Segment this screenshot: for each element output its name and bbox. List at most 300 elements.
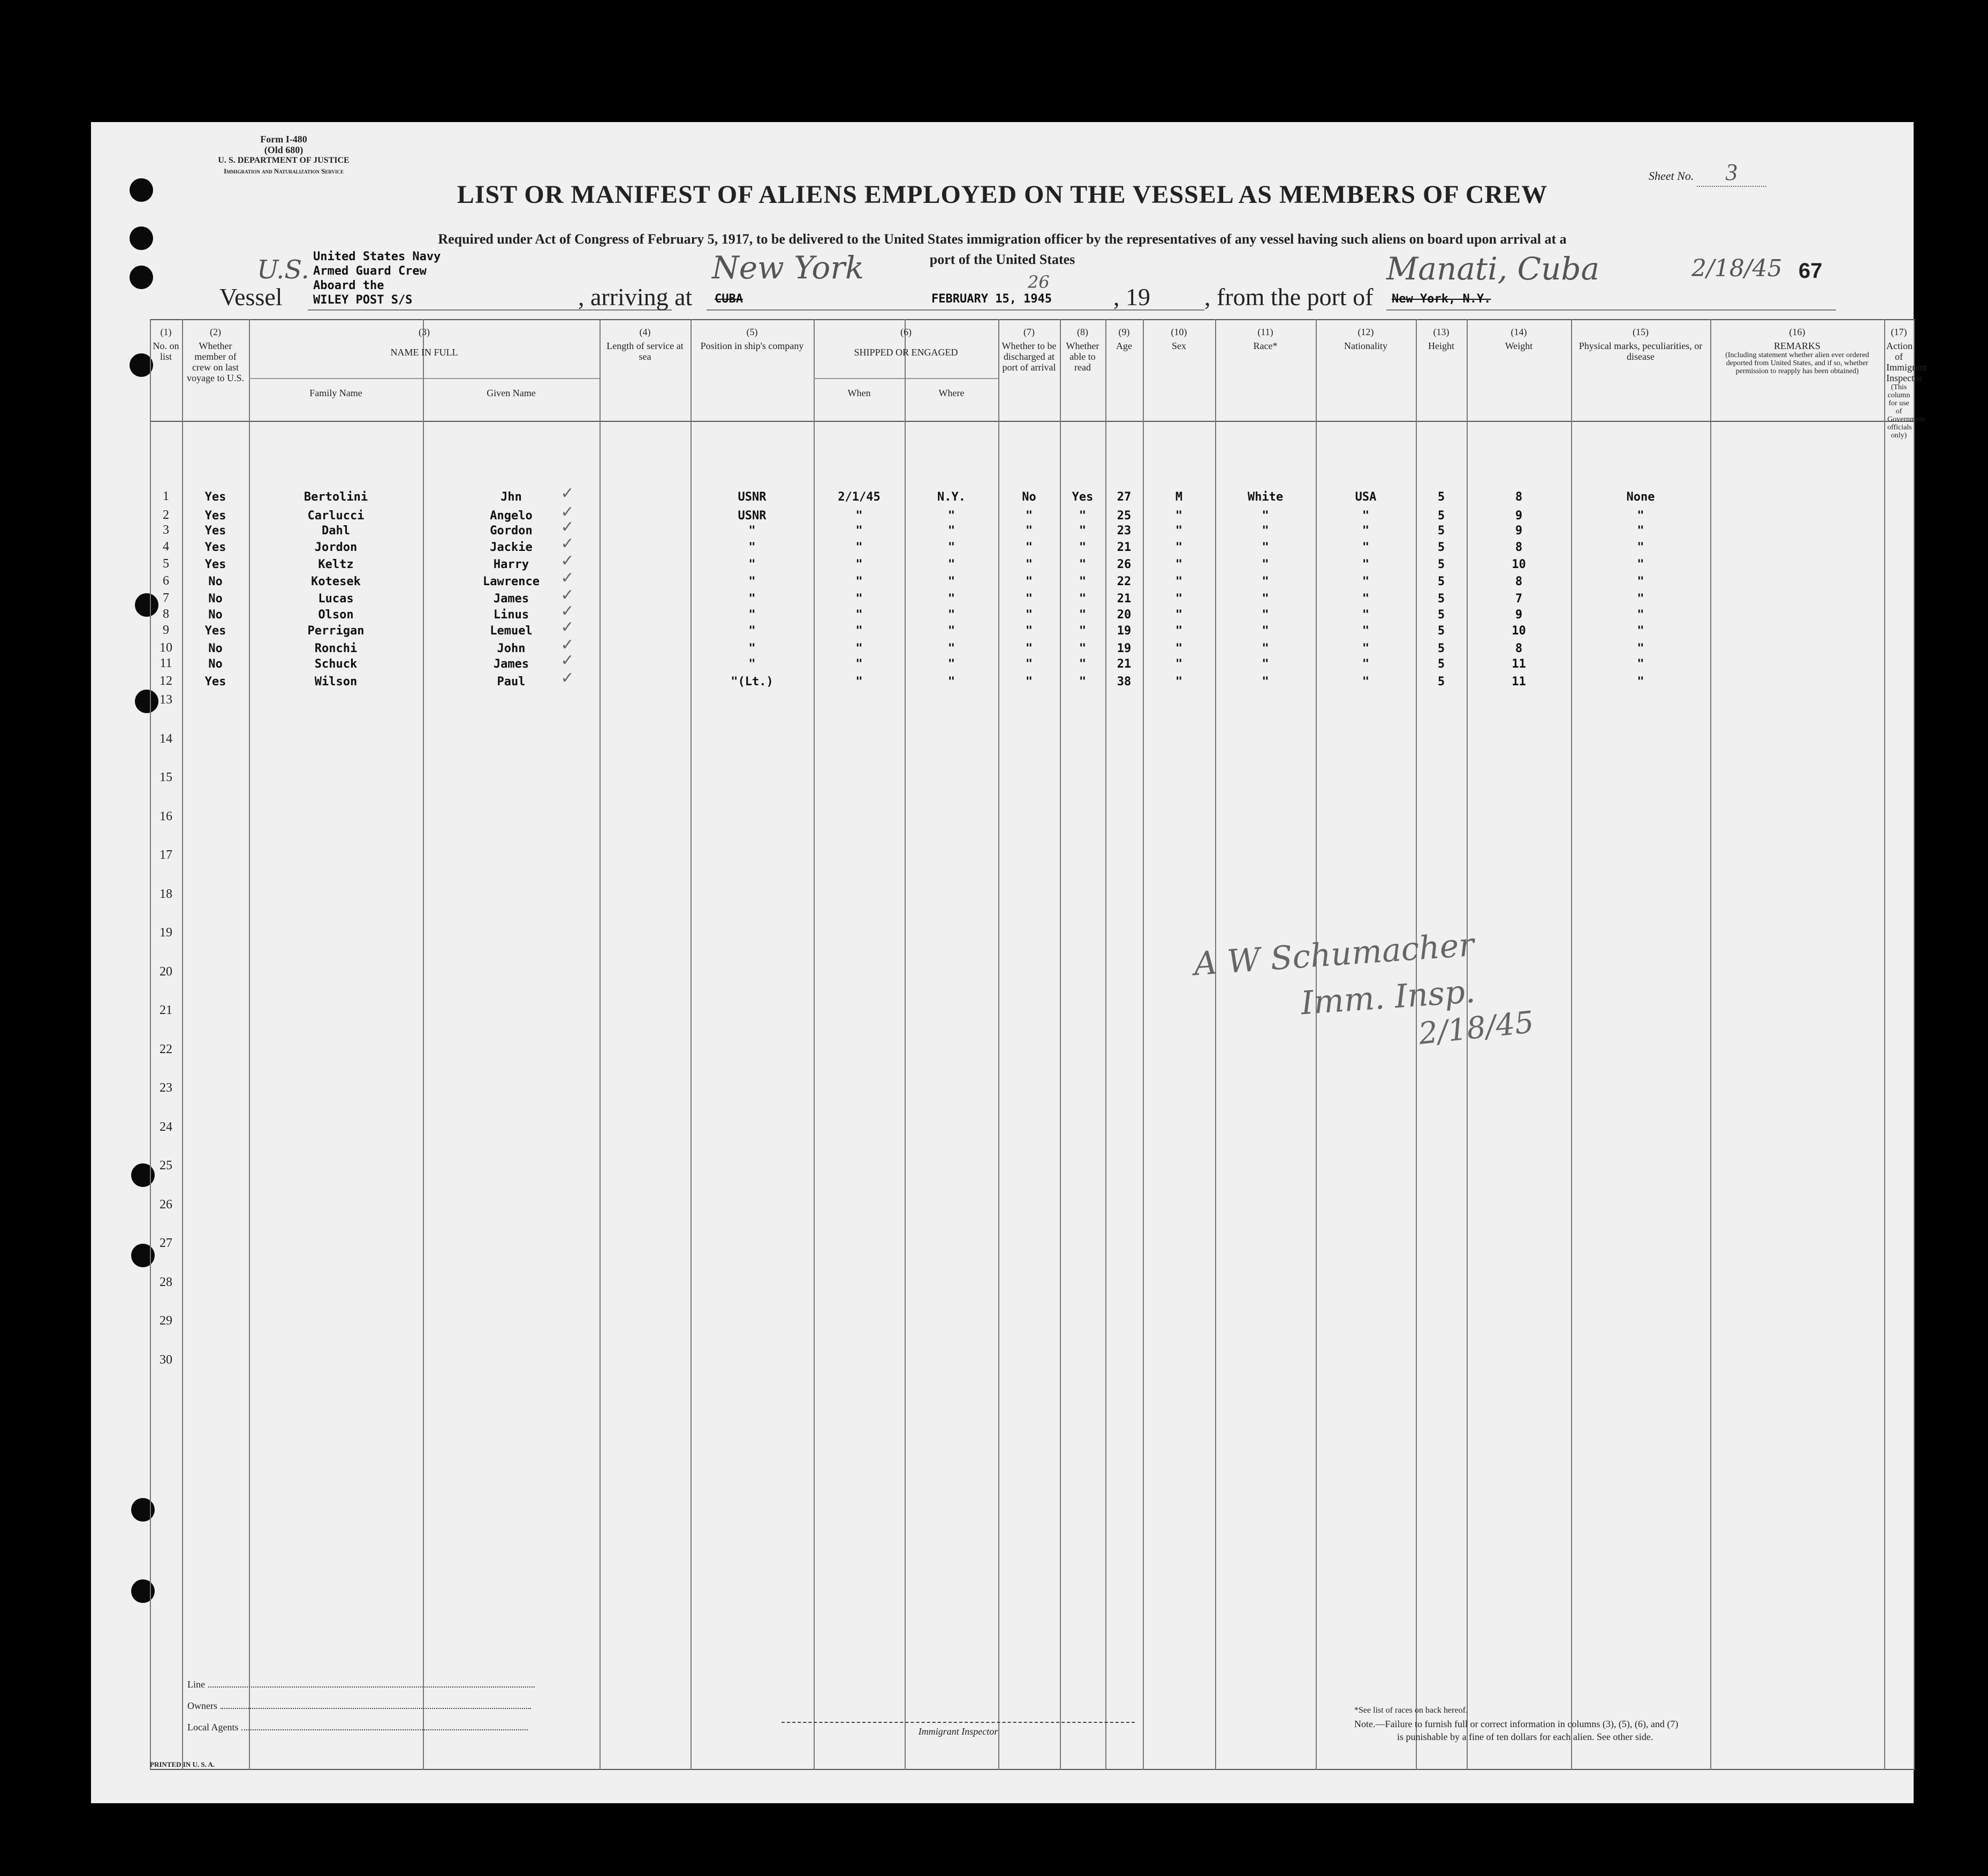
table-cell: 5 [1437,675,1445,689]
column-header [182,327,249,383]
table-cell: " [947,509,955,523]
row-number: 20 [160,964,172,979]
table-cell: " [1175,509,1183,523]
table-cell: " [947,657,955,671]
table-cell: " [1175,657,1183,671]
table-cell: " [855,624,863,638]
table-cell: 2/1/45 [838,490,881,504]
check-mark: ✓ [560,651,574,670]
table-cell: Schuck [314,657,358,671]
year-label: , 19 [1113,283,1150,311]
table-cell: " [1262,509,1269,523]
column-label: Whether to be discharged at port of arrival [1001,341,1057,373]
table-cell: " [1362,608,1370,622]
table-cell: " [1637,541,1644,554]
check-mark: ✓ [560,518,574,536]
column-number: (6) [900,327,912,337]
from-handwritten: Manati, Cuba [1386,251,1600,287]
table-cell: " [1079,509,1087,523]
table-cell: " [1262,524,1269,538]
row-number: 29 [160,1314,172,1328]
table-bottom-border [150,1769,1914,1770]
row-number: 1 [163,489,169,503]
column-number: (13) [1433,327,1450,337]
column-number: (14) [1511,327,1527,337]
table-cell: 19 [1117,642,1132,655]
table-cell: " [1079,524,1087,538]
column-label: SHIPPED OR ENGAGED [854,347,958,358]
table-cell: Yes [204,509,226,523]
table-cell: " [1175,592,1183,606]
table-cell: 8 [1515,490,1523,504]
table-cell: " [1175,608,1183,622]
row-number: 18 [160,887,172,901]
table-cell: " [1637,642,1644,655]
table-cell: Wilson [314,675,358,689]
table-cell: " [855,592,863,606]
column-header [1884,327,1927,440]
column-label: Whether able to read [1066,341,1099,373]
table-cell: Paul [497,675,526,689]
vessel-typed-line: WILEY POST S/S [313,293,413,307]
vessel-label: Vessel [219,283,283,311]
column-number: (16) [1789,327,1805,337]
printed-in-usa: PRINTED IN U. S. A. [150,1760,215,1768]
table-cell: Kotesek [311,575,361,588]
owners-label: Owners [187,1700,217,1711]
table-cell: " [748,524,756,538]
table-cell: 9 [1515,509,1523,523]
table-cell: " [855,657,863,671]
table-cell: N.Y. [937,490,966,504]
table-cell: 38 [1117,675,1132,689]
table-cell: " [855,642,863,655]
row-number: 28 [160,1275,172,1289]
table-cell: 21 [1117,657,1132,671]
table-cell: " [947,675,955,689]
table-cell: M [1175,490,1183,504]
subtitle-line-2: port of the United States [929,252,1075,267]
column-header [1710,327,1884,375]
table-cell: Lucas [318,592,354,606]
agents-field [187,1722,528,1733]
column-number: (2) [210,327,221,337]
table-cell: No [208,657,223,671]
table-cell: " [1262,657,1269,671]
table-cell: " [1079,657,1087,671]
header-bottom-border [150,421,1914,422]
table-cell: Yes [204,558,226,571]
table-cell: 8 [1515,642,1523,655]
table-cell: 19 [1117,624,1132,638]
table-cell: Olson [318,608,354,622]
table-cell: " [1175,624,1183,638]
vessel-typed-line: Aboard the [313,279,384,292]
check-mark: ✓ [560,534,574,553]
table-cell: No [208,575,223,588]
table-cell: Perrigan [307,624,365,638]
check-mark: ✓ [560,569,574,587]
column-label: Age [1116,341,1132,351]
table-cell: " [1637,575,1644,588]
inspector-signature-line [781,1722,1135,1723]
column-header [691,327,814,351]
table-cell: " [1079,675,1087,689]
row-number: 2 [163,508,169,522]
column-label: NAME IN FULL [390,347,458,358]
table-cell: " [1362,592,1370,606]
table-cell: Jordon [314,541,358,554]
table-cell: 9 [1515,608,1523,622]
table-cell: " [1262,558,1269,571]
table-cell: " [1025,541,1033,554]
date-underline [926,309,1204,311]
shipped-subheader-divider [905,378,906,421]
column-header [1060,327,1105,373]
row-number: 5 [163,557,169,571]
table-cell: " [1079,558,1087,571]
from-label: , from the port of [1204,283,1374,311]
table-cell: None [1626,490,1655,504]
vessel-typed [313,249,441,307]
note-line-1: Note.—Failure to furnish full or correct information in columns (3), (5), (6), and (7) [1354,1719,1679,1729]
table-cell: " [1025,642,1033,655]
column-number: (8) [1077,327,1088,337]
column-header [1416,327,1467,351]
column-label: Length of service at sea [606,341,684,362]
column-header [249,327,600,358]
table-cell: " [1362,575,1370,588]
table-cell: Angelo [490,509,533,523]
table-cell: " [947,592,955,606]
table-cell: " [1079,541,1087,554]
table-cell: 5 [1437,509,1445,523]
table-cell: " [1079,608,1087,622]
table-cell: USNR [738,509,767,523]
column-number: (17) [1891,327,1907,337]
table-cell: Linus [493,608,529,622]
column-number: (10) [1171,327,1187,337]
table-cell: 11 [1512,657,1526,671]
vessel-typed-line: United States Navy [313,250,441,263]
table-cell: Jackie [490,541,533,554]
table-cell: 8 [1515,541,1523,554]
table-cell: " [855,509,863,523]
table-cell: Keltz [318,558,354,571]
row-number: 15 [160,770,172,784]
table-cell: Yes [204,624,226,638]
check-mark: ✓ [560,669,574,687]
table-cell: 5 [1437,558,1445,571]
signature-date: 2/18/45 [1417,1004,1536,1052]
row-number: 14 [160,731,172,746]
table-cell: 22 [1117,575,1132,588]
column-header [814,327,998,358]
row-number: 3 [163,523,169,537]
table-cell: 5 [1437,642,1445,655]
table-cell: " [1637,592,1644,606]
table-cell: Bertolini [303,490,368,504]
column-number: (1) [160,327,172,337]
column-header [1143,327,1215,351]
column-label: Race* [1253,341,1278,351]
vessel-typed-line: Armed Guard Crew [313,264,427,278]
table-cell: " [947,524,955,538]
table-cell: Lawrence [483,575,540,588]
line-label: Line [187,1679,205,1690]
column-number: (11) [1257,327,1273,337]
date-typed: FEBRUARY 15, 1945 [931,292,1052,306]
table-cell: " [1262,608,1269,622]
check-mark: ✓ [560,503,574,521]
table-cell: " [1175,524,1183,538]
table-cell: " [1362,675,1370,689]
row-number: 11 [160,656,172,670]
table-cell: " [748,558,756,571]
table-cell: Yes [1072,490,1094,504]
row-number: 23 [160,1081,172,1095]
table-cell: " [1079,592,1087,606]
column-divider [1710,319,1711,1770]
column-header [1467,327,1571,351]
row-number: 8 [163,607,169,621]
column-label: Nationality [1344,341,1387,351]
form-old-number: (Old 680) [264,145,303,155]
column-header [1316,327,1416,351]
table-cell: USNR [738,490,767,504]
owners-field [187,1700,531,1712]
vessel-handwritten: U.S. [257,255,309,285]
table-cell: 26 [1117,558,1132,571]
handwritten-date: 2/18/45 [1691,255,1782,282]
table-cell: 11 [1512,675,1526,689]
table-cell: " [947,642,955,655]
column-subheader: When [847,388,871,398]
table-cell: 21 [1117,541,1132,554]
service: Immigration and Naturalization Service [223,167,344,175]
table-cell: " [1025,592,1033,606]
table-cell: " [1025,575,1033,588]
form-id-block [171,134,396,177]
table-cell: " [855,575,863,588]
table-cell: " [748,624,756,638]
column-number: (7) [1023,327,1035,337]
column-number: (4) [639,327,651,337]
table-cell: James [493,592,529,606]
row-number: 10 [160,641,172,655]
table-cell: 5 [1437,575,1445,588]
table-cell: USA [1355,490,1377,504]
table-cell: " [1025,657,1033,671]
table-cell: 5 [1437,624,1445,638]
table-cell: " [1025,608,1033,622]
column-header [998,327,1060,373]
table-cell: Ronchi [314,642,358,655]
check-mark: ✓ [560,618,574,637]
from-typed: New York, N.Y. [1392,292,1491,306]
table-cell: 20 [1117,608,1132,622]
check-mark: ✓ [560,602,574,621]
table-cell: " [1175,541,1183,554]
table-cell: Dahl [322,524,350,538]
table-cell: 5 [1437,541,1445,554]
column-label: Weight [1505,341,1533,351]
table-cell: No [208,608,223,622]
table-cell: " [1079,642,1087,655]
table-cell: 5 [1437,524,1445,538]
date-handwritten: 26 [1028,272,1050,292]
row-number: 30 [160,1352,172,1367]
table-cell: Yes [204,541,226,554]
table-cell: " [855,608,863,622]
table-cell: 10 [1512,558,1526,571]
table-cell: White [1247,490,1284,504]
table-cell: " [1262,624,1269,638]
table-cell: 5 [1437,592,1445,606]
check-mark: ✓ [560,636,574,654]
row-number: 27 [160,1236,172,1250]
column-subheader: Family Name [309,388,362,398]
stamp-number: 67 [1799,259,1823,283]
inspector-label: Immigrant Inspector [918,1726,998,1737]
table-cell: " [947,541,955,554]
table-cell: Jhn [500,490,522,504]
table-cell: " [1025,624,1033,638]
row-number: 17 [160,848,172,862]
table-cell: " [1025,509,1033,523]
row-number: 13 [160,693,172,707]
table-cell: " [1637,675,1644,689]
form-number: Form I-480 [260,134,307,145]
table-cell: " [748,657,756,671]
table-cell: " [1175,558,1183,571]
arriving-label: , arriving at [578,283,693,311]
row-number: 22 [160,1042,172,1056]
table-cell: Carlucci [307,509,365,523]
sheet-number: 3 [1697,158,1766,187]
table-cell: 8 [1515,575,1523,588]
column-header [1215,327,1316,351]
table-cell: 21 [1117,592,1132,606]
table-cell: " [855,541,863,554]
name-subheader-line [249,378,600,379]
row-number: 26 [160,1197,172,1212]
column-number: (15) [1633,327,1649,337]
table-cell: " [1262,541,1269,554]
name-subheader-divider [423,378,424,421]
table-cell: " [1362,541,1370,554]
column-label: Position in ship's company [700,341,804,351]
table-cell: 25 [1117,509,1132,523]
table-cell: " [1637,624,1644,638]
line-field [187,1679,535,1690]
department: U. S. DEPARTMENT OF JUSTICE [218,156,350,165]
table-cell: 5 [1437,657,1445,671]
races-note: *See list of races on back hereof. [1354,1706,1468,1715]
table-cell: Gordon [490,524,533,538]
row-number: 12 [160,674,172,688]
table-cell: " [1637,657,1644,671]
column-label: Sex [1172,341,1186,351]
table-cell: " [1262,575,1269,588]
row-number: 21 [160,1003,172,1017]
table-cell: " [1262,675,1269,689]
row-number: 9 [163,623,169,637]
table-cell: No [208,592,223,606]
column-number: (12) [1357,327,1374,337]
column-number: (5) [746,327,758,337]
row-number: 25 [160,1159,172,1172]
table-cell: " [1637,509,1644,523]
table-cell: " [748,608,756,622]
column-divider [600,319,601,1770]
table-cell: No [1022,490,1036,504]
table-cell: " [1025,558,1033,571]
row-number: 7 [163,591,169,605]
table-cell: Yes [204,524,226,538]
table-cell: 5 [1437,490,1445,504]
table-cell: " [748,592,756,606]
table-cell: " [855,558,863,571]
form-title: LIST OR MANIFEST OF ALIENS EMPLOYED ON THE VESSEL AS MEMBERS OF CREW [457,180,1548,209]
table-cell: " [1175,642,1183,655]
column-header [1105,327,1143,351]
table-cell: " [748,541,756,554]
table-cell: " [1362,524,1370,538]
table-cell: 23 [1117,524,1132,538]
column-subheader: Where [938,388,965,398]
subtitle-line-1: Required under Act of Congress of February 5, 1917, to be delivered to the United States immigration officer by the representatives of any vessel having such aliens on board upon arrival at a [438,231,1567,247]
column-label: Height [1428,341,1454,351]
column-subheader: Given Name [487,388,536,398]
table-cell: " [1175,675,1183,689]
table-cell: " [1025,524,1033,538]
row-number: 6 [163,574,169,588]
check-mark: ✓ [560,484,574,503]
check-mark: ✓ [560,551,574,570]
column-number: (3) [419,327,430,337]
signature-name: A W Schumacher [1193,926,1476,984]
table-top-border [150,319,1914,320]
column-header [1571,327,1710,362]
table-cell: " [1362,624,1370,638]
table-cell: " [1175,575,1183,588]
table-cell: " [947,558,955,571]
table-cell: Harry [493,558,529,571]
table-cell: Yes [204,675,226,689]
row-number: 16 [160,809,172,823]
table-cell: Lemuel [490,624,533,638]
table-cell: 5 [1437,608,1445,622]
table-cell: " [1079,575,1087,588]
from-underline [1386,309,1836,311]
table-cell: 27 [1117,490,1132,504]
column-number: (9) [1118,327,1130,337]
column-label: Whether member of crew on last voyage to U.S. [187,341,244,383]
table-cell: " [1262,592,1269,606]
table-cell: " [1637,524,1644,538]
table-cell: 9 [1515,524,1523,538]
check-mark: ✓ [560,586,574,604]
manifest-sheet [91,122,1927,1803]
table-cell: 10 [1512,624,1526,638]
manifest-table [150,319,1927,1770]
table-cell: " [748,642,756,655]
table-cell: " [1637,558,1644,571]
table-cell: "(Lt.) [731,675,773,689]
column-label: Action of Immigrant Inspector [1886,341,1927,383]
table-cell: " [855,675,863,689]
